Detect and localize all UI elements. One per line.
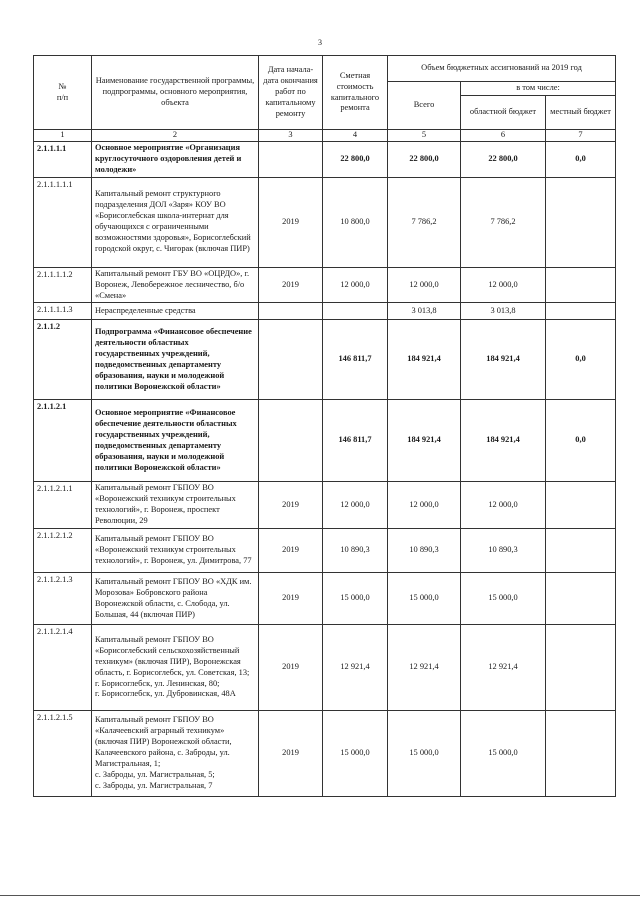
row-date: 2019 — [259, 177, 323, 267]
header-index: 3 — [259, 130, 323, 142]
table-row — [34, 267, 616, 303]
row-name: Основное мероприятие «Финансовое обеспечение деятельности областных государственных учреждений, подведомственных департаменту образования, науки и молодежной политики Воронежской области» — [92, 400, 259, 482]
row-regional: 22 800,0 — [461, 141, 546, 177]
row-regional: 15 000,0 — [461, 573, 546, 625]
row-estimate — [323, 303, 388, 320]
row-name: Капитальный ремонт ГБПОУ ВО «Воронежский техникум строительных технологий», г. Воронеж, ул. Димитрова, 77 — [92, 529, 259, 573]
row-estimate: 146 811,7 — [323, 400, 388, 482]
row-total: 22 800,0 — [388, 141, 461, 177]
row-code: 2.1.1.2 — [34, 320, 92, 400]
table-row — [34, 482, 616, 529]
table-row — [34, 303, 616, 320]
row-name: Капитальный ремонт ГБПОУ ВО «Калачеевский аграрный техникум» (включая ПИР) Воронежской области, Калачеевского района, с. Заброды, ул. Магистральная, 1; с. Заброды, ул. Магистральная, 5; с. Заброды, ул. Магистральная, 7 — [92, 711, 259, 797]
header-index: 1 — [34, 130, 92, 142]
row-estimate: 12 921,4 — [323, 625, 388, 711]
row-regional: 10 890,3 — [461, 529, 546, 573]
header-regional: областной бюджет — [461, 96, 546, 130]
header-index: 4 — [323, 130, 388, 142]
row-code: 2.1.1.1.1.2 — [34, 267, 92, 303]
row-name: Капитальный ремонт ГБПОУ ВО «Борисоглебский сельскохозяйственный техникум» (включая ПИР), Воронежская область, г. Борисоглебск, ул. Советская, 13; г. Борисоглебск, ул. Ленинская, 80; г. Борисоглебск, ул. Дубровинская, 48А — [92, 625, 259, 711]
table-row — [34, 320, 616, 400]
table-row — [34, 529, 616, 573]
row-local — [546, 529, 616, 573]
table-row — [34, 711, 616, 797]
row-local — [546, 267, 616, 303]
row-estimate: 15 000,0 — [323, 573, 388, 625]
row-code: 2.1.1.1.1.1 — [34, 177, 92, 267]
row-name: Капитальный ремонт ГБПОУ ВО «Воронежский техникум строительных технологий», г. Воронеж, проспект Революции, 29 — [92, 482, 259, 529]
header-index: 7 — [546, 130, 616, 142]
header-volume: Объем бюджетных ассигнований на 2019 год — [388, 56, 616, 82]
row-code: 2.1.1.2.1.5 — [34, 711, 92, 797]
table-row — [34, 625, 616, 711]
row-date — [259, 303, 323, 320]
budget-table — [33, 55, 616, 797]
row-total: 12 000,0 — [388, 267, 461, 303]
table-row — [34, 573, 616, 625]
row-code: 2.1.1.2.1.3 — [34, 573, 92, 625]
row-estimate: 10 890,3 — [323, 529, 388, 573]
row-total: 15 000,0 — [388, 711, 461, 797]
header-index: 2 — [92, 130, 259, 142]
row-code: 2.1.1.2.1.1 — [34, 482, 92, 529]
header-index: 6 — [461, 130, 546, 142]
row-total: 7 786,2 — [388, 177, 461, 267]
row-name: Капитальный ремонт ГБУ ВО «ОЦРДО», г. Воронеж, Левобережное лесничество, б/о «Смена» — [92, 267, 259, 303]
row-date: 2019 — [259, 711, 323, 797]
row-regional: 7 786,2 — [461, 177, 546, 267]
row-local: 0,0 — [546, 320, 616, 400]
row-code: 2.1.1.2.1 — [34, 400, 92, 482]
table-row — [34, 400, 616, 482]
row-date: 2019 — [259, 573, 323, 625]
row-local — [546, 625, 616, 711]
row-total: 10 890,3 — [388, 529, 461, 573]
row-date — [259, 141, 323, 177]
page-number: 3 — [318, 38, 322, 47]
row-local: 0,0 — [546, 141, 616, 177]
row-estimate: 12 000,0 — [323, 482, 388, 529]
row-local — [546, 303, 616, 320]
header-including: в том числе: — [461, 82, 616, 96]
row-local — [546, 573, 616, 625]
header-total: Всего — [388, 82, 461, 130]
row-local — [546, 482, 616, 529]
header-estimate: Сметная стоимость капитального ремонта — [323, 56, 388, 130]
header-num: № п/п — [34, 56, 92, 130]
row-regional: 12 000,0 — [461, 482, 546, 529]
row-regional: 3 013,8 — [461, 303, 546, 320]
row-local: 0,0 — [546, 400, 616, 482]
table-row — [34, 141, 616, 177]
header-name: Наименование государственной программы, подпрограммы, основного мероприятия, объекта — [92, 56, 259, 130]
table-row — [34, 177, 616, 267]
row-name: Подпрограмма «Финансовое обеспечение деятельности областных государственных учреждений, подведомственных департаменту образования, науки и молодежной политики Воронежской области» — [92, 320, 259, 400]
row-total: 15 000,0 — [388, 573, 461, 625]
header-local: местный бюджет — [546, 96, 616, 130]
row-total: 184 921,4 — [388, 400, 461, 482]
row-estimate: 10 800,0 — [323, 177, 388, 267]
row-name: Капитальный ремонт структурного подразделения ДОЛ «Заря» КОУ ВО «Борисоглебская школа-интернат для обучающихся с ограниченными возможностями здоровья», Борисоглебский городской округ, с. Чигорак (включая ПИР) — [92, 177, 259, 267]
row-date — [259, 320, 323, 400]
header-index: 5 — [388, 130, 461, 142]
row-total: 12 000,0 — [388, 482, 461, 529]
row-code: 2.1.1.2.1.2 — [34, 529, 92, 573]
row-local — [546, 711, 616, 797]
row-date: 2019 — [259, 482, 323, 529]
row-regional: 12 000,0 — [461, 267, 546, 303]
row-name: Капитальный ремонт ГБПОУ ВО «ХДК им. Морозова» Бобровского района Воронежской области, с. Слобода, ул. Большая, 44 (включая ПИР) — [92, 573, 259, 625]
row-date — [259, 400, 323, 482]
header-date: Дата начала-дата окончания работ по капитальному ремонту — [259, 56, 323, 130]
row-regional: 184 921,4 — [461, 320, 546, 400]
row-total: 12 921,4 — [388, 625, 461, 711]
row-estimate: 146 811,7 — [323, 320, 388, 400]
row-date: 2019 — [259, 529, 323, 573]
row-local — [546, 177, 616, 267]
row-name: Основное мероприятие «Организация круглосуточного оздоровления детей и молодежи» — [92, 141, 259, 177]
row-name: Нераспределенные средства — [92, 303, 259, 320]
row-date: 2019 — [259, 625, 323, 711]
row-code: 2.1.1.1.1.3 — [34, 303, 92, 320]
row-estimate: 22 800,0 — [323, 141, 388, 177]
row-date: 2019 — [259, 267, 323, 303]
row-estimate: 12 000,0 — [323, 267, 388, 303]
row-code: 2.1.1.1.1 — [34, 141, 92, 177]
row-regional: 184 921,4 — [461, 400, 546, 482]
row-regional: 12 921,4 — [461, 625, 546, 711]
row-estimate: 15 000,0 — [323, 711, 388, 797]
row-code: 2.1.1.2.1.4 — [34, 625, 92, 711]
row-total: 3 013,8 — [388, 303, 461, 320]
page-bottom-divider — [0, 895, 640, 896]
row-total: 184 921,4 — [388, 320, 461, 400]
row-regional: 15 000,0 — [461, 711, 546, 797]
